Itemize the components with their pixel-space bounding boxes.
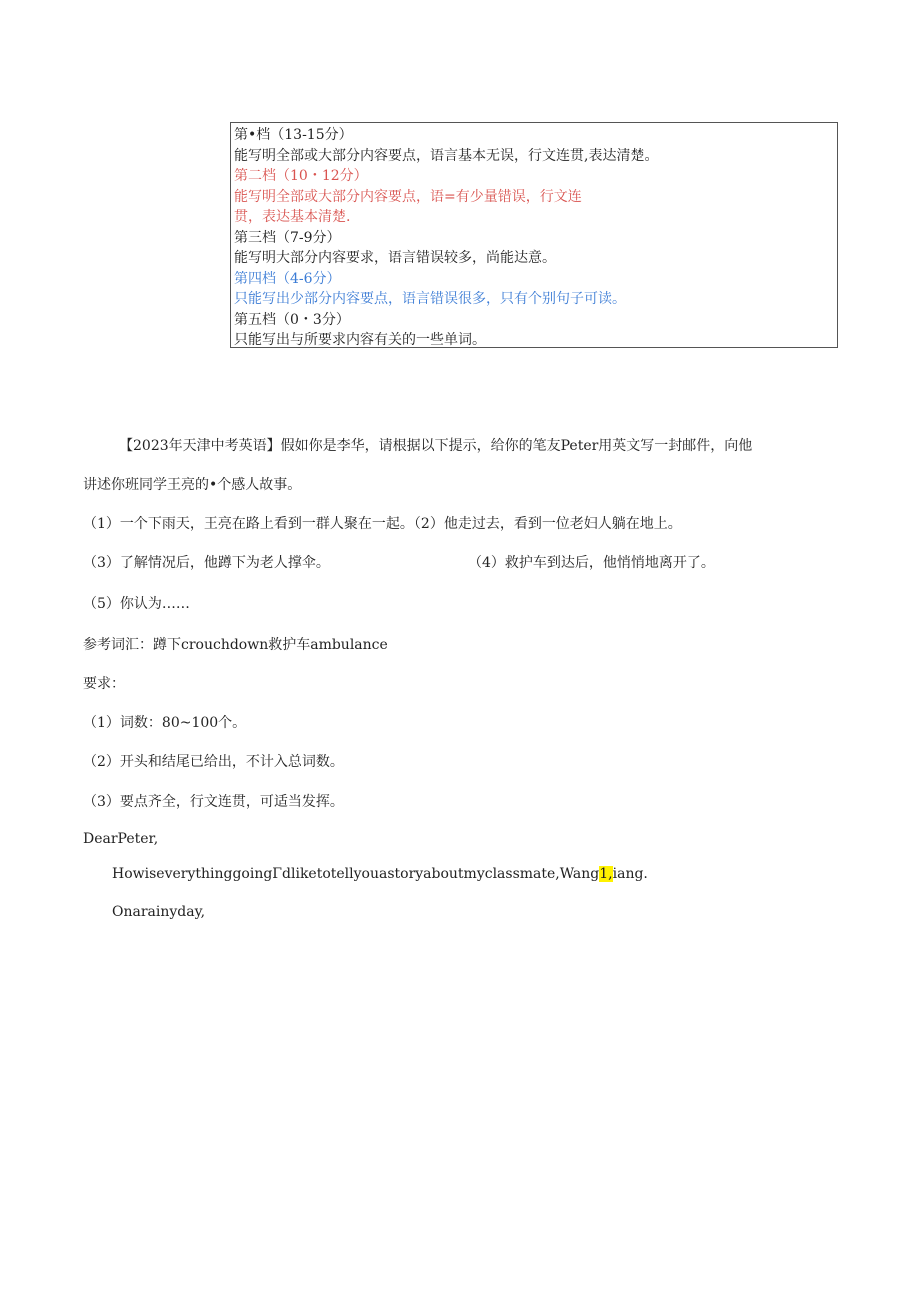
grade-1-title: 第•档（13-15分） — [234, 127, 353, 143]
grading-criteria-box — [230, 122, 838, 348]
highlighted-text: 1, — [599, 866, 613, 882]
prompt-point-5: （5）你认为…… — [83, 596, 190, 612]
letter-line-1-text: HowiseverythinggoingΓdliketotellyouastoryaboutmyclassmate,Wang — [112, 866, 600, 882]
letter-line-2: Onarainyday, — [112, 904, 206, 920]
letter-line-1 — [112, 866, 648, 882]
requirement-1: （1）词数：80~100个。 — [83, 715, 247, 731]
letter-salutation: DearPeter, — [83, 831, 159, 847]
grade-3-title: 第三档（7-9分） — [234, 229, 341, 246]
prompt-point-4: （4）救护车到达后，他悄悄地离开了。 — [468, 555, 715, 571]
requirement-3: （3）要点齐全，行文连贯，可适当发挥。 — [83, 794, 344, 810]
grade-2-desc-b: 贯，表达基本清楚. — [234, 209, 351, 225]
reference-vocab: 参考词汇：蹲下crouchdown救护车ambulance — [83, 637, 388, 653]
prompt-point-1-2: （1）一个下雨天，王亮在路上看到一群人聚在一起。（2）他走过去，看到一位老妇人躺在地上。 — [83, 516, 682, 532]
grade-4-title: 第四档（4-6分） — [234, 270, 341, 287]
grade-1-desc: 能写明全部或大部分内容要点，语言基本无误，行文连贯,表达清楚。 — [234, 147, 659, 164]
grade-4-desc: 只能写出少部分内容要点，语言错误很多，只有个别句子可读。 — [234, 291, 626, 307]
grade-3-desc: 能写明大部分内容要求，语言错误较多，尚能达意。 — [234, 250, 556, 266]
grade-5-title: 第五档（0・3分） — [234, 311, 350, 328]
prompt-line-1: 【2023年天津中考英语】假如你是李华，请根据以下提示，给你的笔友Peter用英文写一封邮件，向他 — [119, 438, 753, 454]
grade-5-desc: 只能写出与所要求内容有关的一些单词。 — [234, 332, 486, 348]
grade-2-desc-a: 能写明全部或大部分内容要点，语=有少量错误，行文连 — [234, 188, 582, 205]
prompt-point-3: （3）了解情况后，他蹲下为老人撑伞。 — [83, 555, 330, 571]
requirements-title: 要求： — [83, 676, 125, 692]
letter-line-1-end: iang. — [612, 866, 648, 882]
requirement-2: （2）开头和结尾已给出，不计入总词数。 — [83, 754, 344, 770]
grade-2-title: 第二档（10・12分） — [234, 168, 368, 184]
prompt-line-2: 讲述你班同学王亮的•个感人故事。 — [83, 477, 302, 493]
